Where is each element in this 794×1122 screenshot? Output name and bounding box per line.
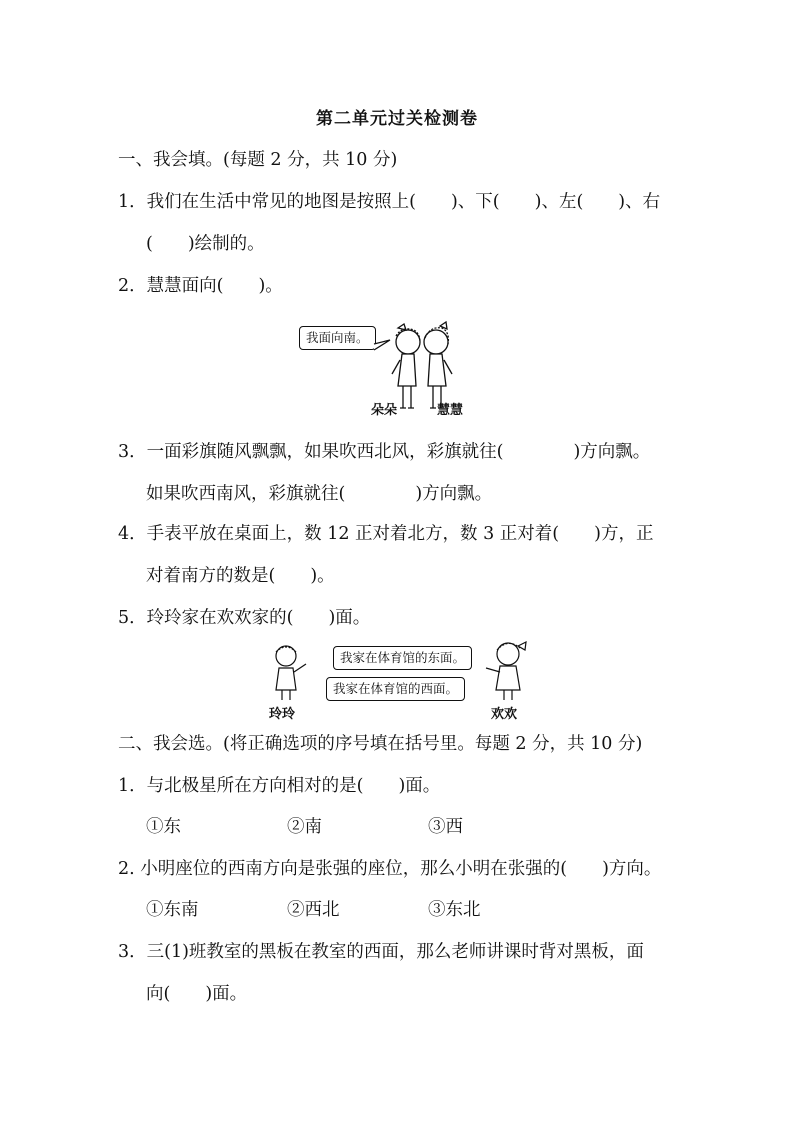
speech-bubble-east-of-gym: 我家在体育馆的东面。 [333, 646, 472, 670]
question-1-4-line-2: 对着南方的数是( )。 [146, 566, 335, 586]
speech-bubble-west-of-gym: 我家在体育馆的西面。 [326, 677, 465, 701]
question-1-2: 2．慧慧面向( )。 [118, 276, 283, 296]
question-2-2-option-1: ①东南 [146, 900, 199, 920]
figure-label-huanhuan: 欢欢 [491, 707, 518, 722]
question-2-2: 2. 小明座位的西南方向是张强的座位，那么小明在张强的( )方向。 [118, 859, 662, 879]
question-2-1-option-1: ①东 [146, 817, 181, 837]
figure-label-duoduo: 朵朵 [371, 403, 398, 418]
speech-bubble-facing-south: 我面向南。 [299, 326, 376, 350]
section-1-heading: 一、我会填。(每题 2 分，共 10 分) [118, 150, 398, 170]
question-2-2-option-2: ②西北 [287, 900, 340, 920]
question-2-1-option-2: ②南 [287, 817, 322, 837]
question-2-1-option-3: ③西 [428, 817, 463, 837]
question-2-1: 1．与北极星所在方向相对的是( )面。 [118, 776, 441, 796]
question-1-5: 5．玲玲家在欢欢家的( )面。 [118, 608, 371, 628]
question-1-3-line-2: 如果吹西南风，彩旗就往( )方向飘。 [146, 484, 493, 504]
question-1-1-line-1: 1．我们在生活中常见的地图是按照上( )、下( )、左( )、右 [118, 192, 661, 212]
figure-label-lingling: 玲玲 [269, 707, 296, 722]
girl-huanhuan-illustration [478, 638, 534, 704]
question-2-3-line-1: 3．三(1)班教室的黑板在教室的西面，那么老师讲课时背对黑板，面 [118, 942, 644, 962]
girl-lingling-illustration [264, 642, 314, 704]
question-1-1-line-2: ( )绘制的。 [146, 234, 265, 254]
section-2-heading: 二、我会选。(将正确选项的序号填在括号里。每题 2 分，共 10 分) [118, 734, 643, 754]
page-title: 第二单元过关检测卷 [316, 109, 478, 129]
figure-label-huihui: 慧慧 [437, 403, 464, 418]
question-1-4-line-1: 4．手表平放在桌面上，数 12 正对着北方，数 3 正对着( )方，正 [118, 524, 654, 544]
question-1-3-line-1: 3．一面彩旗随风飘飘，如果吹西北风，彩旗就往( )方向飘。 [118, 442, 651, 462]
question-2-2-option-3: ③东北 [428, 900, 481, 920]
question-2-3-line-2: 向( )面。 [146, 984, 248, 1004]
